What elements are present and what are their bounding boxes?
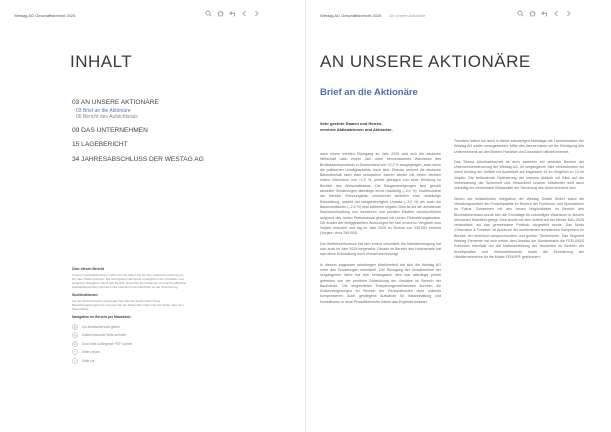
home-icon[interactable] [217, 10, 224, 17]
next-page-icon[interactable] [565, 10, 572, 17]
search-text: Für die Stichwortsuche verwenden Sie bitte die Suchfunktion Ihres Betrachtungsprogramms. Kennen Sie die Seitenzahl, finden Sie die Seiten über den Seitenzähler. [72, 298, 184, 312]
section-subtitle: Brief an die Aktionäre [320, 87, 418, 98]
paragraph: Trotzdem haben wir auch in dieser schwierigen Marktlage die Transformation der Westag AG weiter vorangetrieben. Mitte des Jahres haben wir die Kündigung des Unternehmens an den Börsen Frankfurt und Düsseldorf offiziell beendet. [454, 139, 584, 154]
report-info [72, 267, 188, 365]
search-icon[interactable] [517, 10, 524, 17]
toc-subitem[interactable]: 06 Bericht des Aufsichtsrats [76, 114, 138, 120]
table-of-contents [72, 99, 292, 164]
nav-legend-row: Zur Inhaltsübersicht gehen [72, 322, 188, 331]
previous-page-icon [72, 349, 78, 355]
back-icon[interactable] [229, 10, 236, 17]
back-icon [72, 332, 78, 338]
search-icon[interactable] [205, 10, 212, 17]
text-column-1 [320, 152, 441, 310]
section-label: An unsere Aktionäre [389, 13, 426, 18]
left-page [0, 0, 305, 432]
text-column-2 [454, 139, 584, 265]
page-title: INHALT [70, 52, 133, 71]
nav-legend-row: Durch das vorliegende PDF suchen [72, 339, 188, 348]
toc-item[interactable]: 03 AN UNSERE AKTIONÄRE [72, 99, 159, 106]
home-icon [72, 324, 78, 330]
about-title: Über diesen Bericht [72, 267, 105, 271]
running-head: Westag AG Geschäftsbericht 2025 An unsere Aktionäre [320, 13, 426, 18]
greeting: Sehr geehrte Damen und Herren, verehrte Aktionärinnen und Aktionäre, [320, 121, 393, 132]
right-page [306, 0, 611, 432]
paragraph: Neben der fortlaufenden Integration der Westag Getalit GmbH stand die Veredlungsschicht der Produktpalette im Bereich der Funktions- und Spezialtüren im Fokus. Zusammen mit den neuen Möglichkeiten im Bereich des Blockrahmenbaus wurde hier die Grundlage für zukünftiges Wachstum in diesem relevanten Marktfeld gelegt. Dies wurde mit dem Auftritt auf der Messe BAU 2025 verdeutlicht, wo das gemeinsame Portfolio vorgestellt wurde. Das Motto „Dimension & Funktion“ ist Ausdruck der kombinierten technischen Kompetenz im Bereich der technisch anspruchsvollen und großen Türelemente. Das Segment Westag Elemente hat sich neben dem Ausbau der Kundenbasis die FEELINGS Kollektion ebenfalls um die Materialerfüllung der Neuheiten im Bereich der Arbeitsplatten und Verbundelemente sowie die Erweiterung der Händlernetzwerks für die Marke FEMAP® gekümmert. [454, 196, 584, 259]
nav-legend-row: Seite vor [72, 356, 188, 365]
toc-subitem[interactable]: 03 Brief an die Aktionäre [76, 107, 131, 114]
nav-toolbar [517, 10, 572, 17]
paragraph: Das Thema Arbeitssicherheit ist auch weiterhin ein zentraler Bereich der Unternehmensteuerung der Westag AG. Im vergangenen Jahr verzeichneten wir einen Anstieg der Unfälle mit Ausfallzeit auf insgesamt 16 im Vergleich zu 13 im Vorjahr. Die fortlaufende Optimierung der internen Abläufe mit Blick auf die Verbesserung der Sicherheit und Gesundheit unserer Mitarbeiter wird auch zukünftig ein elementarer Bestandteil der Steuerung des Unternehmens sein. [454, 159, 584, 191]
previous-page-icon[interactable] [241, 10, 248, 17]
previous-page-icon[interactable] [553, 10, 560, 17]
toc-item[interactable]: 34 JAHRESABSCHLUSS DER WESTAG AG [72, 155, 204, 163]
back-icon[interactable] [541, 10, 548, 17]
home-icon[interactable] [529, 10, 536, 17]
search-icon [72, 341, 78, 347]
next-page-icon [72, 358, 78, 364]
search-title: Suchfunktionen [72, 293, 98, 298]
about-text: Unsere Geschäftsberichte in PDF-Format haben wir für eine praktische Nutzung am PC oder Tablet optimiert. Die verfolgbaren Elemente ermöglichen den schnellen und einfachen Navigation durch den Bericht. Gesuchte Informationen sind leicht auffindbar. Kapitelüberschriften sind als Links verknüpft und erleichtern so die Orientierung. [72, 272, 188, 290]
toc-item[interactable]: 15 LAGEBERICHT [72, 141, 128, 148]
toc-item[interactable]: 09 DAS UNTERNEHMEN [72, 126, 148, 134]
running-head: Westag AG Geschäftsbericht 2025 [14, 13, 76, 18]
nav-legend-row: Seite zurück [72, 348, 188, 357]
nav-toolbar [205, 10, 260, 17]
paragraph: In diesem insgesamt schwierigen Marktumfeld hat sich die Westag AG unter den Erwartungen entwickelt. Der Rückgang der Umsatzerlöse der vergangenen Jahre hat sich verlangsamt, dies war allerdings primär getrieben von der positiven Entwicklung der Umsätze im Bereich der Baumärkte. Die eingeleiteten Einsparungsmaßnahmen konnten die Kostensteigerungen im Bereich der Personalkosten nicht vollends kompensieren. Auch gestiegene Aufwände für Instandhaltung und Investitionen in neue Produktbereiche haben das Ergebnis belastet. [320, 262, 441, 304]
nav-title: Navigation im Bericht per Mausklick: [72, 315, 132, 320]
nav-legend-row: Zuletzt besuchte Seite aufrufen [72, 331, 188, 340]
next-page-icon[interactable] [253, 10, 260, 17]
paragraph: nach einem leichten Rückgang im Jahr 2025 wird sich die deutsche Wirtschaft nach einem Jahr ohne nennenswertes Wachstum des Bruttoinlandsprodukts in Deutschland von +0,2 % ausgegangen, auch wenn die politischen Unwägbarkeiten hoch sind. Ebenso rechnet die deutsche Bauwirtschaft nach zwei schwachen Jahren wieder mit einem leichten realen Wachstum von +1,0 %, primär getragen von einer Erholung im Bereich des Wirtschaftsbaus. Die Baugenehmigungen sind gemäß aktuellen Schätzungen allerdings leicht rückläufig (–3,0 %). Insbesondere der Bereich Wohnungsbau verzeichnet weiterhin eine rückläufige Entwicklung, sowohl bei baugenehmigten Umsatz (–3,0 %) als auch die Bauinvestitionen (–2,4 %) sind weiterhin negativ. Dies ist auf die anhaltende Kaufzurückhaltung von Investoren und privaten Käufern zurückzuführen aufgrund des hohen Preisniveaus gepaart mit hohen Finanzierungskosten. Die Anzahl der fertiggestellten Wohnungen fiel sich erneut im Vergleich zum Vorjahr reduziert und lag im Jahr 2025 im Niveau von 235.000 erreicht (Vorjahr: circa 250.000). [320, 152, 441, 236]
paragraph: Der Wettbewerbsdruck hat sich erneut verschärft, die Marktbereinigung hat sich auch im Jahr 2025 fortgesetzt. Gerade im Bereich des Holzhandels hat sich diese Entwicklung noch einmal beschleunigt. [320, 241, 441, 257]
page-title: AN UNSERE AKTIONÄRE [320, 52, 531, 71]
